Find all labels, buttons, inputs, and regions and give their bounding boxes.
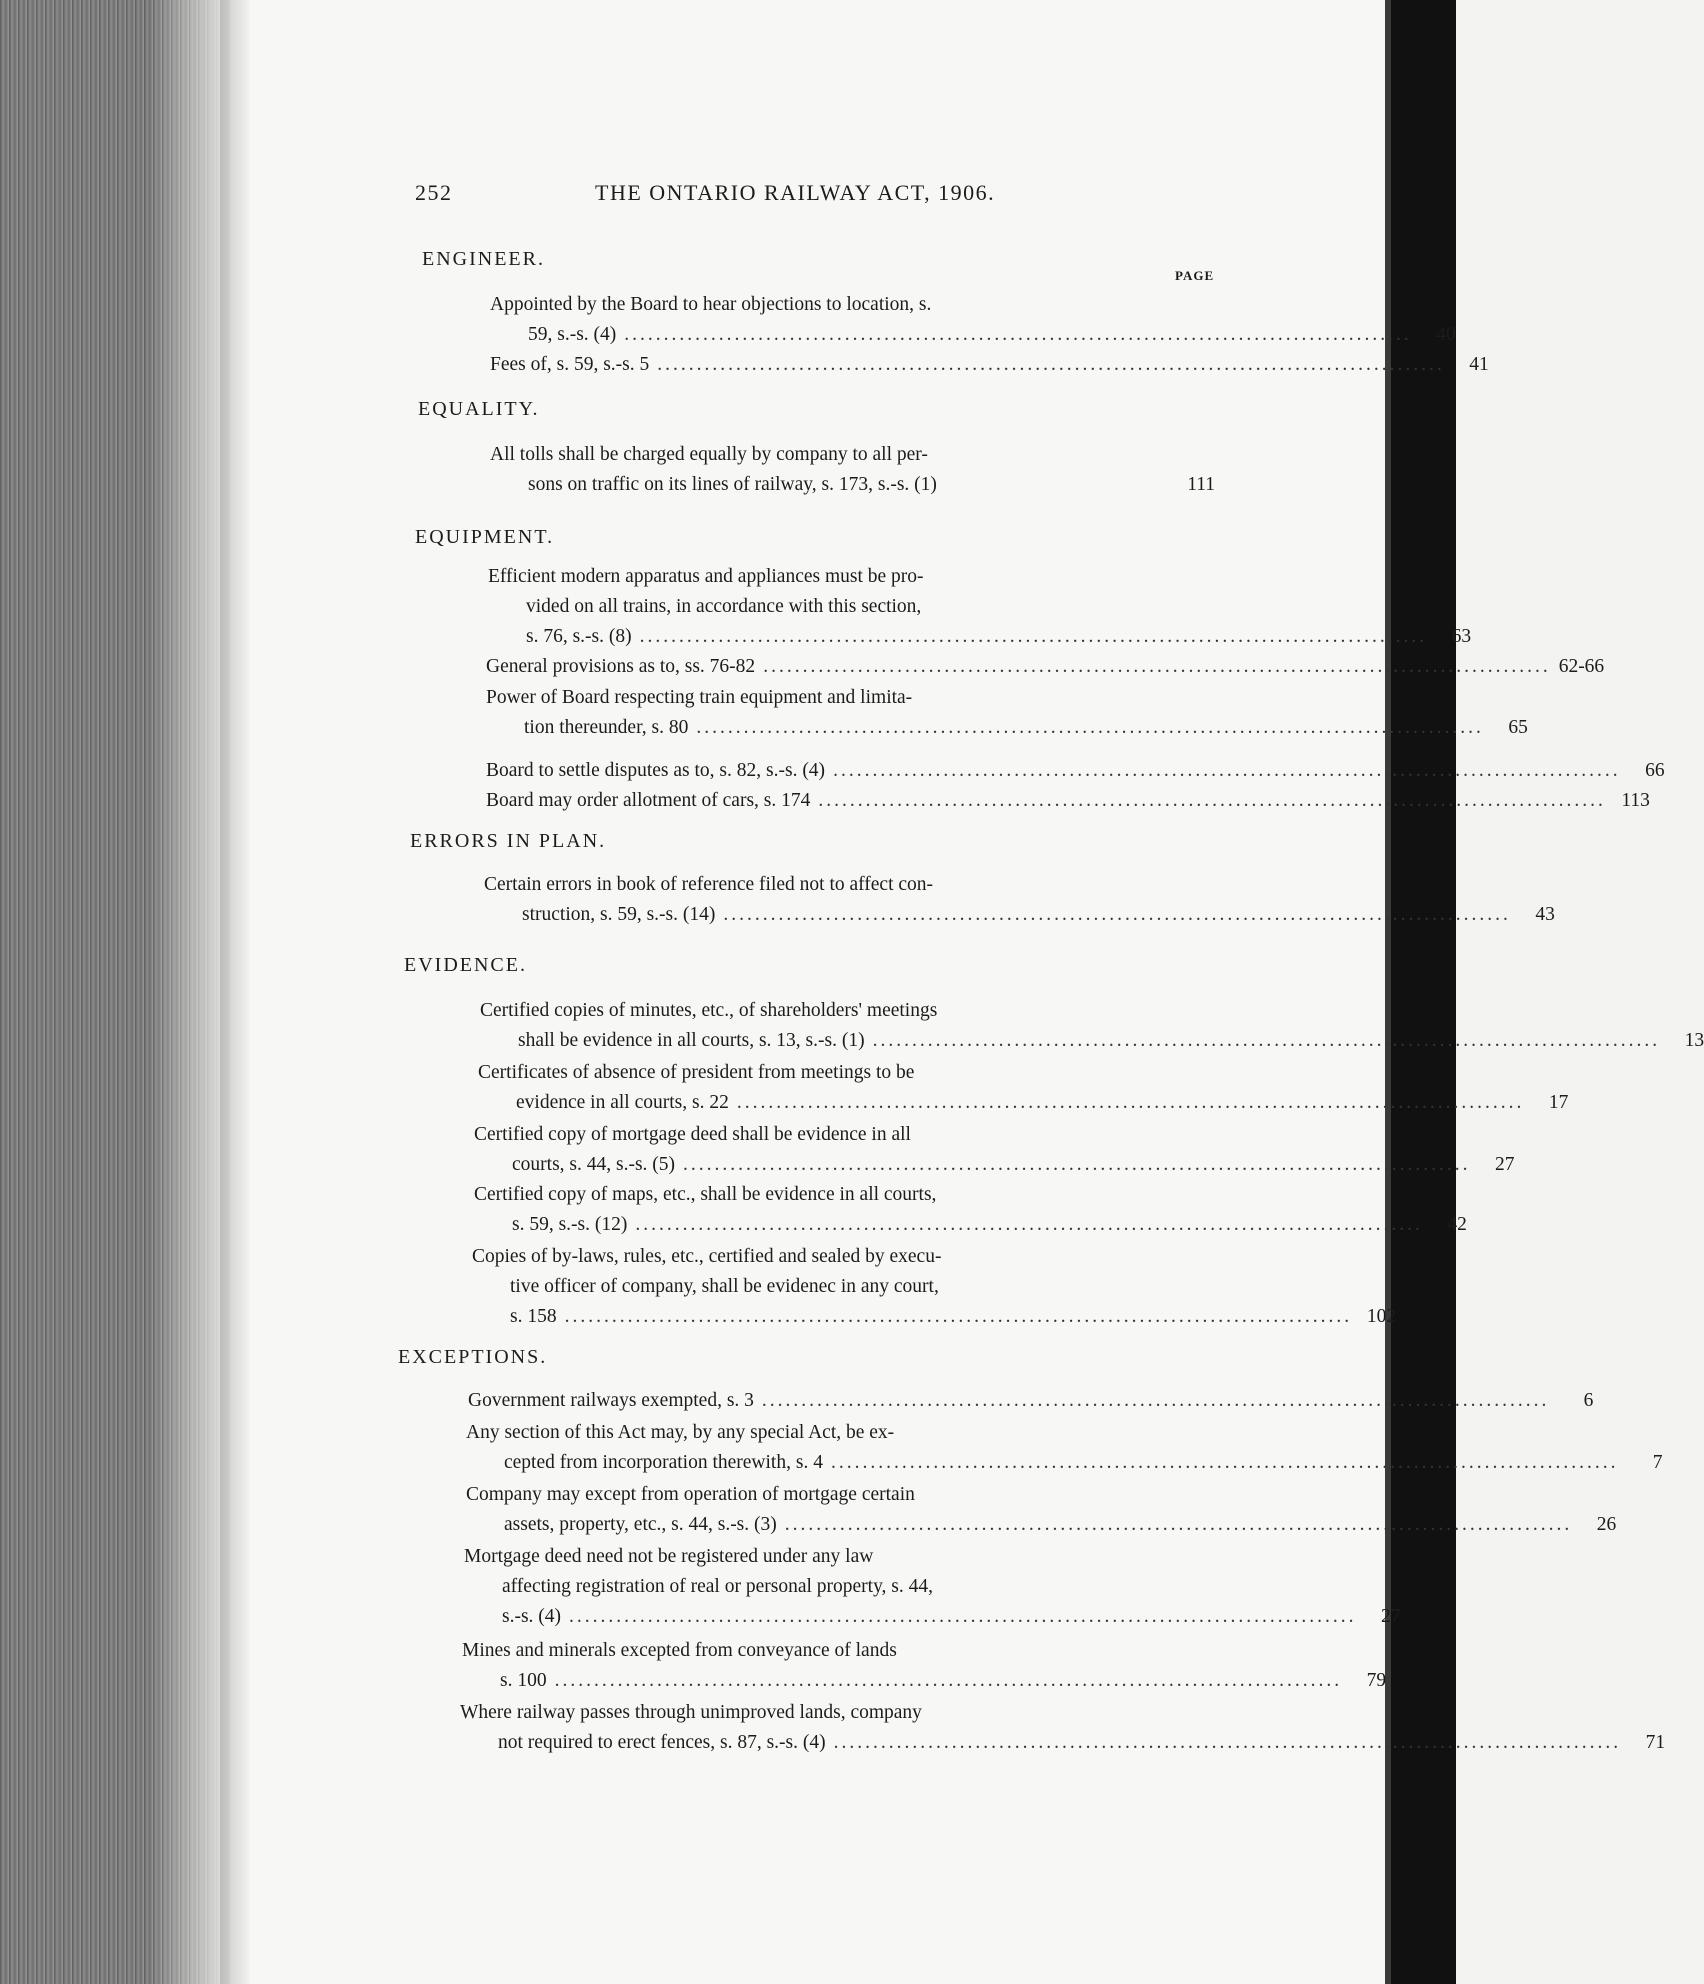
index-entry: Where railway passes through unimproved lands, company not required to erect fences, s. 87, s.-s. (4) .................................................................................................... 71	[460, 1698, 1208, 1758]
leader-dots: ....................................................................................................	[683, 1154, 1471, 1175]
leader-dots: ....................................................................................................	[761, 1390, 1550, 1411]
index-entry: Fees of, s. 59, s.-s. 5 .................................................................................................... 41	[490, 350, 1230, 380]
index-entry: Certain errors in book of reference filed not to affect con- struction, s. 59, s.-s. (14) .................................................................................................... 43	[484, 870, 1214, 930]
entry-page: 65	[1508, 717, 1528, 738]
entry-page: 26	[1596, 1514, 1617, 1535]
leader-dots: ....................................................................................................	[639, 626, 1428, 647]
entry-page: 27	[1381, 1606, 1401, 1627]
entry-page: 102	[1366, 1306, 1397, 1327]
index-entry: Board may order allotment of cars, s. 174 .................................................................................................... 113	[486, 786, 1214, 816]
index-entry: Government railways exempted, s. 3 .................................................................................................... 6	[468, 1386, 1210, 1416]
running-title: THE ONTARIO RAILWAY ACT, 1906.	[595, 180, 996, 205]
section-heading-exceptions: EXCEPTIONS.	[398, 1346, 548, 1368]
index-entry: General provisions as to, ss. 76-82 .................................................................................................... 62-66	[486, 652, 1216, 682]
index-entry: Appointed by the Board to hear objections to location, s. 59, s.-s. (4) .................................................................................................... 40	[490, 290, 1230, 350]
section-heading-equality: EQUALITY.	[418, 398, 540, 420]
index-entry: Certificates of absence of president from meetings to be evidence in all courts, s. 22 .................................................................................................... 17	[478, 1058, 1214, 1118]
page-number: 252	[415, 180, 453, 205]
entry-page: 62-66	[1558, 656, 1605, 677]
entry-page: 113	[1621, 790, 1650, 811]
index-entry: Copies of by-laws, rules, etc., certified and sealed by execu- tive officer of company, shall be evidenec in any court, s. 158 .................................................................................................... 102	[472, 1242, 1214, 1332]
leader-dots: ....................................................................................................	[696, 717, 1484, 738]
leader-dots: ....................................................................................................	[833, 1732, 1622, 1753]
entry-page: 13	[1684, 1030, 1704, 1051]
entry-page: 40	[1436, 324, 1456, 345]
entry-page: 111	[1187, 474, 1215, 495]
entry-page: 17	[1548, 1092, 1569, 1113]
leader-dots: ....................................................................................................	[784, 1514, 1573, 1535]
leader-dots: ....................................................................................................	[830, 1452, 1619, 1473]
gutter-shadow	[220, 0, 250, 1984]
running-header	[415, 180, 1235, 220]
entry-page: 43	[1535, 904, 1555, 925]
index-entry: Board to settle disputes as to, s. 82, s.-s. (4) .................................................................................................... 66	[486, 756, 1214, 786]
index-entry: Mines and minerals excepted from conveyance of lands s. 100 .................................................................................................... 79	[462, 1636, 1208, 1696]
scan-border	[1385, 0, 1456, 1984]
section-heading-errors-in-plan: ERRORS IN PLAN.	[410, 830, 607, 852]
leader-dots: ....................................................................................................	[657, 354, 1445, 375]
leader-dots: ....................................................................................................	[564, 1306, 1353, 1327]
leader-dots: ....................................................................................................	[554, 1670, 1343, 1691]
entry-page: 6	[1583, 1390, 1594, 1411]
entry-page: 27	[1495, 1154, 1515, 1175]
leader-dots: ....................................................................................................	[818, 790, 1606, 811]
index-entry: Company may except from operation of mortgage certain assets, property, etc., s. 44, s.-s. (3) .................................................................................................... 26	[466, 1480, 1210, 1540]
leader-dots: ....................................................................................................	[763, 656, 1551, 677]
entry-page: 42	[1447, 1214, 1467, 1235]
leader-dots: ....................................................................................................	[723, 904, 1511, 925]
index-entry: Efficient modern apparatus and appliances must be pro- vided on all trains, in accordance with this section, s. 76, s.-s. (8) .................................................................................................... 63	[488, 562, 1216, 652]
entry-page: 7	[1652, 1452, 1663, 1473]
index-entry: Power of Board respecting train equipment and limita- tion thereunder, s. 80 .................................................................................................... 65	[486, 683, 1214, 743]
index-entry: Mortgage deed need not be registered under any law affecting registration of real or personal property, s. 44, s.-s. (4) .................................................................................................... 27	[464, 1542, 1210, 1632]
section-heading-equipment: EQUIPMENT.	[415, 526, 555, 548]
index-entry: All tolls shall be charged equally by company to all per- sons on traffic on its lines of railway, s. 173, s.-s. (1) 111	[490, 440, 1215, 500]
leader-dots: ....................................................................................................	[872, 1030, 1661, 1051]
entry-page: 71	[1645, 1732, 1666, 1753]
section-heading-engineer: ENGINEER.	[422, 248, 545, 270]
leader-dots: ....................................................................................................	[635, 1214, 1423, 1235]
entry-page: 66	[1645, 760, 1665, 781]
leader-dots: ....................................................................................................	[624, 324, 1412, 345]
leader-dots: ....................................................................................................	[569, 1606, 1357, 1627]
entry-page: 79	[1366, 1670, 1387, 1691]
index-entry: Any section of this Act may, by any special Act, be ex- cepted from incorporation therewith, s. 4 .................................................................................................... 7	[466, 1418, 1210, 1478]
index-entry: Certified copy of mortgage deed shall be evidence in all courts, s. 44, s.-s. (5) .................................................................................................... 27	[474, 1120, 1214, 1180]
section-heading-evidence: EVIDENCE.	[404, 954, 527, 976]
entry-page: 41	[1469, 354, 1489, 375]
index-entry: Certified copy of maps, etc., shall be evidence in all courts, s. 59, s.-s. (12) .................................................................................................... 42	[474, 1180, 1214, 1240]
page-edges-fade	[150, 0, 230, 1984]
page-column-label: PAGE	[1175, 268, 1215, 283]
leader-dots: ....................................................................................................	[833, 760, 1621, 781]
entry-page: 63	[1451, 626, 1472, 647]
index-entry: Certified copies of minutes, etc., of shareholders' meetings shall be evidence in all courts, s. 13, s.-s. (1) .................................................................................................... 13	[480, 996, 1214, 1056]
leader-dots: ....................................................................................................	[736, 1092, 1525, 1113]
